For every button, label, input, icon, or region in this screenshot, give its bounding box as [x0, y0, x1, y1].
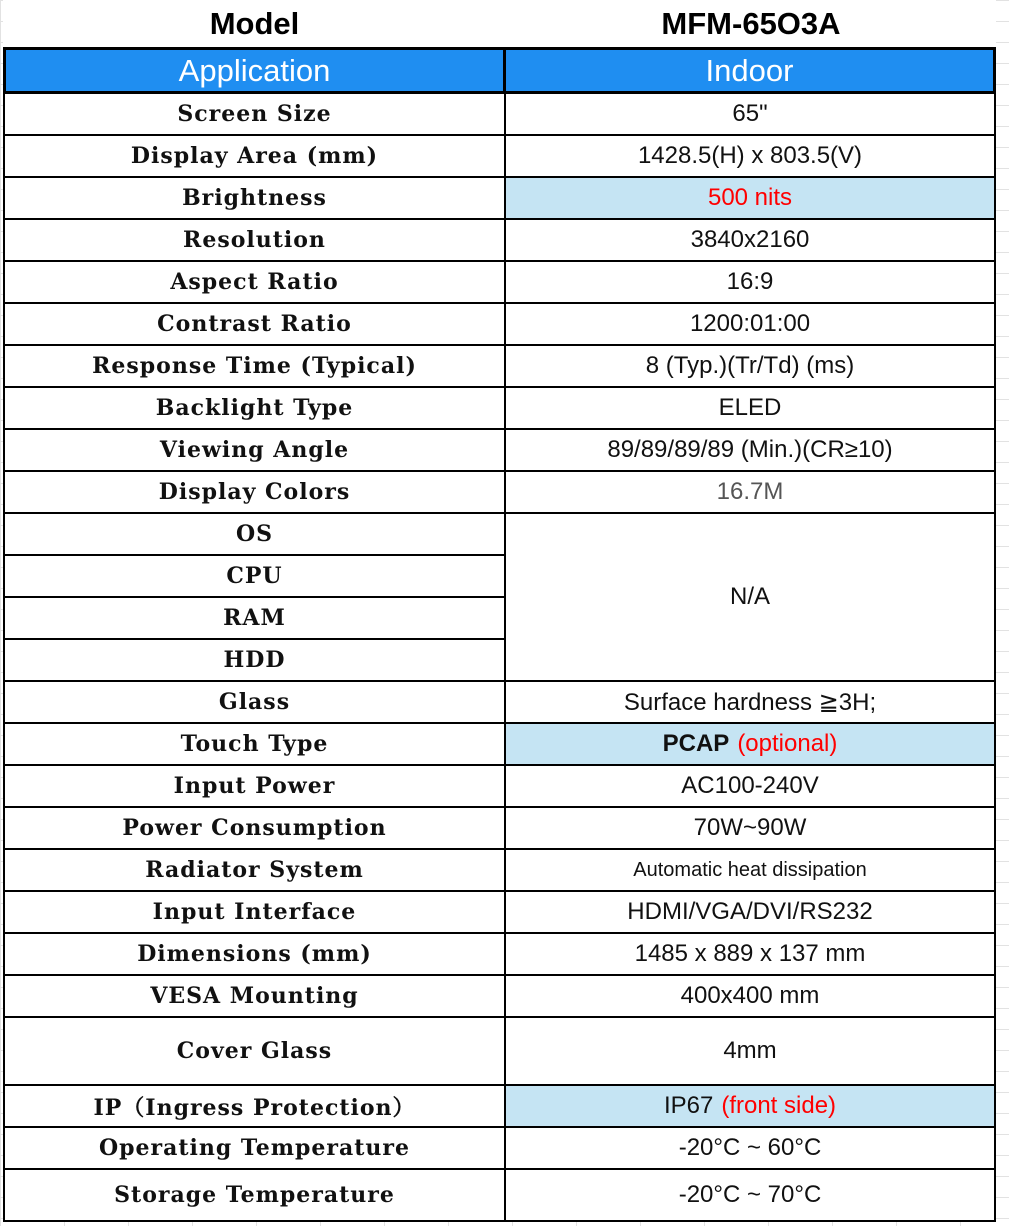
spec-value: 1428.5(H) x 803.5(V) [637, 142, 863, 169]
spec-value: 8 (Typ.)(Tr/Td) (ms) [645, 352, 855, 379]
spec-value: 400x400 mm [680, 982, 820, 1009]
spec-label-cell[interactable] [3, 976, 506, 1018]
touch-value-note: (optional) [737, 730, 838, 757]
spec-label: Aspect Ratio [170, 269, 339, 295]
spec-label-cell[interactable] [3, 94, 506, 136]
spec-label-cell[interactable] [3, 220, 506, 262]
spec-value-cell[interactable] [506, 850, 996, 892]
spec-label-cell[interactable] [3, 724, 506, 766]
application-label-cell[interactable] [3, 50, 506, 94]
spec-value-cell[interactable] [506, 220, 996, 262]
spec-label: CPU [226, 563, 283, 589]
spec-label-cell[interactable] [3, 388, 506, 430]
ip-label-cell[interactable] [3, 1086, 506, 1128]
spec-value: 16.7M [716, 478, 784, 505]
spec-value: 1485 x 889 x 137 mm [634, 940, 866, 967]
ip-value-note: (front side) [721, 1092, 837, 1119]
spec-label: OS [235, 521, 274, 547]
spec-value-cell[interactable] [506, 934, 996, 976]
spec-label-cell[interactable] [3, 934, 506, 976]
spec-value: HDMI/VGA/DVI/RS232 [627, 898, 873, 925]
model-label-cell[interactable] [3, 0, 506, 50]
cpu-label-cell[interactable] [3, 556, 506, 598]
application-label: Application [178, 52, 331, 88]
model-value-cell[interactable] [506, 0, 996, 50]
spec-label: RAM [223, 605, 286, 631]
spec-label: Viewing Angle [159, 437, 350, 463]
spec-value-cell[interactable] [506, 766, 996, 808]
spec-label: Input Power [173, 773, 336, 799]
spec-value: 70W~90W [693, 814, 807, 841]
spec-value: ELED [718, 394, 782, 421]
spec-label: Touch Type [180, 731, 329, 757]
spec-value: 16:9 [726, 268, 774, 295]
spec-label: Brightness [182, 185, 327, 211]
spec-label: Power Consumption [122, 815, 387, 841]
model-label: Model [209, 5, 300, 41]
spec-label: Display Area (mm) [130, 143, 379, 169]
spec-value-cell[interactable] [506, 262, 996, 304]
spec-label-cell[interactable] [3, 472, 506, 514]
spec-label-cell[interactable] [3, 346, 506, 388]
brightness-value-cell[interactable] [506, 178, 996, 220]
spec-value: 4mm [723, 1037, 777, 1064]
spec-value-cell[interactable] [506, 1018, 996, 1086]
spec-label: Contrast Ratio [157, 311, 352, 337]
spec-label: Radiator System [145, 857, 364, 883]
spec-label-cell[interactable] [3, 136, 506, 178]
spec-label: Display Colors [158, 479, 351, 505]
spec-label-cell[interactable] [3, 682, 506, 724]
spec-label-cell[interactable] [3, 1128, 506, 1170]
spec-label: VESA Mounting [150, 983, 359, 1009]
spec-value-cell[interactable] [506, 472, 996, 514]
spec-value-cell[interactable] [506, 304, 996, 346]
spec-value-cell[interactable] [506, 808, 996, 850]
touch-value-main: PCAP [662, 730, 730, 757]
spec-label: Glass [218, 689, 291, 715]
spec-value: Surface hardness ≧3H; [623, 688, 877, 716]
spec-label-cell[interactable] [3, 430, 506, 472]
spec-label-cell[interactable] [3, 178, 506, 220]
spec-value: 89/89/89/89 (Min.)(CR≥10) [607, 436, 893, 463]
spec-table [3, 0, 996, 1222]
application-value: Indoor [705, 52, 794, 88]
application-value-cell[interactable] [506, 50, 996, 94]
model-value: MFM-65O3A [661, 5, 841, 41]
spec-value: 3840x2160 [690, 226, 810, 253]
spec-label: Cover Glass [176, 1038, 333, 1064]
spec-value-cell[interactable] [506, 892, 996, 934]
touch-value-cell[interactable] [506, 724, 996, 766]
spec-label: Dimensions (mm) [137, 941, 372, 967]
spec-value-cell[interactable] [506, 346, 996, 388]
hdd-label-cell[interactable] [3, 640, 506, 682]
system-merged-value-cell[interactable] [506, 514, 996, 682]
spec-label: IP（Ingress Protection） [93, 1094, 416, 1121]
spec-value-cell[interactable] [506, 1128, 996, 1170]
spec-label-cell[interactable] [3, 304, 506, 346]
spec-label-cell[interactable] [3, 1018, 506, 1086]
os-label-cell[interactable] [3, 514, 506, 556]
spec-label: Response Time (Typical) [92, 353, 417, 379]
spec-value-cell[interactable] [506, 388, 996, 430]
spec-label: Screen Size [177, 101, 332, 127]
ram-label-cell[interactable] [3, 598, 506, 640]
spec-value: -20°C ~ 60°C [678, 1134, 822, 1161]
spec-value-cell[interactable] [506, 1170, 996, 1222]
spec-label: Operating Temperature [98, 1135, 411, 1161]
spec-value: 65" [732, 100, 768, 127]
spec-value: -20°C ~ 70°C [678, 1181, 822, 1208]
spec-value-cell[interactable] [506, 94, 996, 136]
spec-label-cell[interactable] [3, 850, 506, 892]
spec-label-cell[interactable] [3, 766, 506, 808]
spec-value-cell[interactable] [506, 682, 996, 724]
spec-value-cell[interactable] [506, 976, 996, 1018]
spec-value: 1200:01:00 [689, 310, 811, 337]
spec-value: N/A [729, 583, 770, 610]
spec-label: Resolution [183, 227, 326, 253]
spec-label: Storage Temperature [114, 1182, 395, 1208]
spec-label: Backlight Type [155, 395, 354, 421]
ip-value-main: IP67 [663, 1092, 714, 1119]
spec-value-cell[interactable] [506, 430, 996, 472]
ip-value-cell[interactable] [506, 1086, 996, 1128]
spec-label: Input Interface [152, 899, 357, 925]
spec-label-cell[interactable] [3, 1170, 506, 1222]
spec-label-cell[interactable] [3, 892, 506, 934]
spec-label: HDD [223, 647, 286, 673]
spec-value: AC100-240V [681, 772, 819, 799]
spec-value: 500 nits [707, 184, 793, 211]
spec-label-cell[interactable] [3, 808, 506, 850]
spec-label-cell[interactable] [3, 262, 506, 304]
spec-value: Automatic heat dissipation [633, 858, 867, 881]
spec-value-cell[interactable] [506, 136, 996, 178]
